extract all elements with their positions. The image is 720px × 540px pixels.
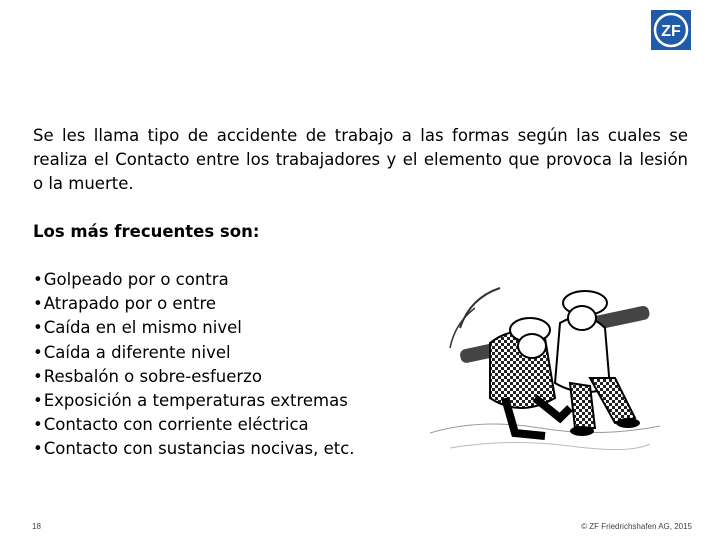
workers-carrying-pipe-illustration [420,268,670,468]
list-item: • Resbalón o sobre-esfuerzo [33,365,355,389]
intro-paragraph: Se les llama tipo de accidente de trabajo a las formas según las cuales se realiza el Contacto entre los trabajadores y el elemento que provoca la lesión o la muerte. [33,126,688,193]
list-item: • Golpeado por o contra [33,268,355,292]
list-heading: Los más frecuentes son: [33,222,260,241]
zf-logo [651,10,691,50]
list-item: • Contacto con sustancias nocivas, etc. [33,437,355,461]
copyright-notice: © ZF Friedrichshafen AG, 2015 [581,522,692,531]
list-item: • Caída en el mismo nivel [33,316,355,340]
list-item: • Contacto con corriente eléctrica [33,413,355,437]
list-item: • Exposición a temperaturas extremas [33,389,355,413]
page-number: 18 [32,522,41,531]
list-item: • Caída a diferente nivel [33,341,355,365]
list-item: • Atrapado por o entre [33,292,355,316]
logo-text: ZF [661,23,681,40]
accident-types-list [33,268,355,462]
